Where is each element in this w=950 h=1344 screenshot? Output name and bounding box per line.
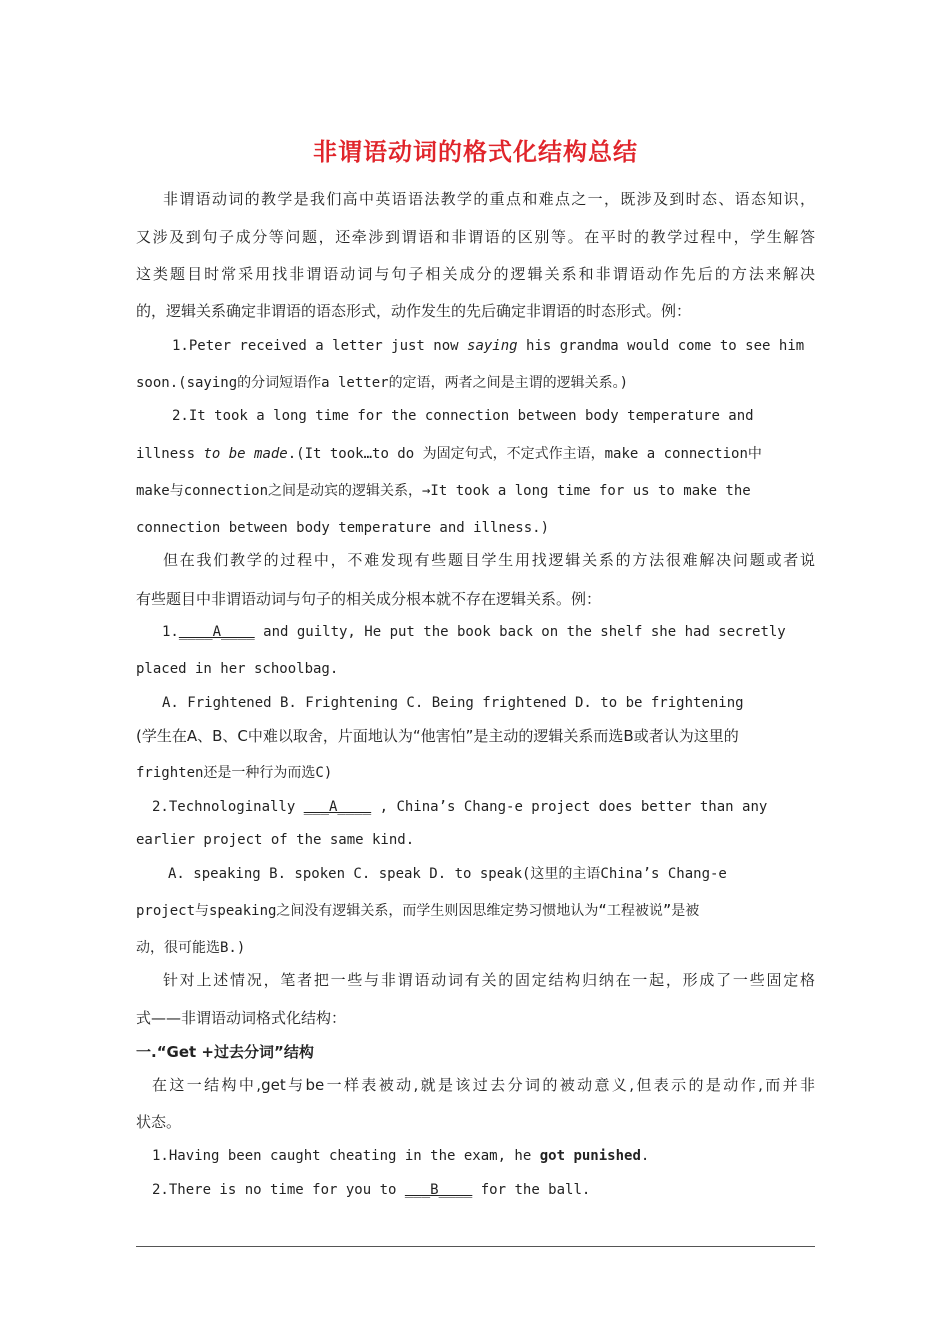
question-1-line-1 bbox=[162, 622, 841, 642]
document-title: 非谓语动词的格式化结构总结 bbox=[313, 138, 638, 166]
question-1-options: A. Frightened B. Frightening C. Being frightened D. to be frightening bbox=[162, 695, 744, 711]
para3-line-2: 式——非谓语动词格式化结构： bbox=[136, 1009, 347, 1027]
example-2-text-c: .(It took…to do 为固定句式，不定式作主语，make a connection中 bbox=[287, 446, 762, 462]
question-2-line-2: earlier project of the same kind. bbox=[136, 832, 415, 848]
intro-line-2: 又涉及到句子成分等问题，还牵涉到谓语和非谓语的区别等。在平时的教学过程中，学生解答 bbox=[136, 228, 815, 246]
section-1-desc-1: 在这一结构中,get与be一样表被动,就是该过去分词的被动意义,但表示的是动作,而并非 bbox=[152, 1076, 815, 1094]
question-1-note-1: (学生在A、B、C中难以取舍，片面地认为“他害怕”是主动的逻辑关系而选B或者认为这里的 bbox=[136, 727, 739, 745]
question-2-text-c: , China’s Chang-e project does better than any bbox=[371, 799, 768, 815]
example-1-line-1 bbox=[172, 336, 851, 356]
question-1-note-2: frighten还是一种行为而选C) bbox=[136, 765, 333, 781]
intro-line-4: 的，逻辑关系确定非谓语的语态形式，动作发生的先后确定非谓语的时态形式。例： bbox=[136, 302, 692, 320]
para2-line-2: 有些题目中非谓语动词与句子的相关成分根本就不存在逻辑关系。例： bbox=[136, 590, 602, 608]
para3-line-1: 针对上述情况，笔者把一些与非谓语动词有关的固定结构归纳在一起，形成了一些固定格 bbox=[163, 971, 815, 989]
example-2-line-4: connection between body temperature and illness.) bbox=[136, 520, 550, 536]
example-2-italic: to be made bbox=[203, 446, 288, 462]
section-1-example-2-text: 2.There is no time for you to bbox=[152, 1182, 405, 1198]
question-1-number: 1. bbox=[162, 624, 179, 640]
section-1-desc-2: 状态。 bbox=[136, 1113, 182, 1131]
example-2-line-2 bbox=[136, 444, 815, 464]
question-2-line-1 bbox=[152, 797, 831, 817]
section-1-example-2-end: for the ball. bbox=[472, 1182, 591, 1198]
section-1-example-2-blank: ___B____ bbox=[404, 1182, 473, 1198]
example-2-line-3: make与connection之间是动宾的逻辑关系，→It took a long time for us to make the bbox=[136, 483, 751, 499]
section-1-example-1-text: 1.Having been caught cheating in the exam, he bbox=[152, 1148, 540, 1164]
example-2-line-1: 2.It took a long time for the connection between body temperature and bbox=[172, 408, 754, 424]
intro-line-1: 非谓语动词的教学是我们高中英语语法教学的重点和难点之一，既涉及到时态、语态知识， bbox=[163, 190, 815, 208]
intro-line-3: 这类题目时常采用找非谓语动词与句子相关成分的逻辑关系和非谓语动作先后的方法来解决 bbox=[136, 265, 815, 283]
section-1-example-2 bbox=[152, 1180, 831, 1200]
question-1-line-2: placed in her schoolbag. bbox=[136, 661, 339, 677]
example-1-italic: saying bbox=[467, 338, 518, 354]
question-2-note-2: 动，很可能选B.) bbox=[136, 940, 246, 956]
example-1-text-a: 1.Peter received a letter just now bbox=[172, 338, 468, 354]
section-1-example-1 bbox=[152, 1146, 831, 1166]
question-2-text-a: 2.Technologinally bbox=[152, 799, 304, 815]
section-1-heading: 一.“Get +过去分词”结构 bbox=[136, 1043, 314, 1061]
example-1-text-c: his grandma would come to see him bbox=[517, 338, 805, 354]
question-1-blank: ____A____ bbox=[178, 624, 255, 640]
question-2-blank: ___A____ bbox=[303, 799, 372, 815]
section-1-example-1-end: . bbox=[640, 1148, 650, 1164]
question-1-text: and guilty, He put the book back on the shelf she had secretly bbox=[254, 624, 786, 640]
question-2-options: A. speaking B. spoken C. speak D. to speak(这里的主语China’s Chang-e bbox=[168, 866, 727, 882]
footer-rule bbox=[136, 1246, 815, 1247]
para2-line-1: 但在我们教学的过程中，不难发现有些题目学生用找逻辑关系的方法很难解决问题或者说 bbox=[163, 551, 815, 569]
section-1-example-1-bold: got punished bbox=[539, 1148, 641, 1164]
example-2-text-a: illness bbox=[136, 446, 204, 462]
example-1-line-2: soon.(saying的分词短语作a letter的定语，两者之间是主谓的逻辑关系。) bbox=[136, 375, 629, 391]
question-2-note-1: project与speaking之间没有逻辑关系，而学生则因思维定势习惯地认为“工程被说”是被 bbox=[136, 903, 700, 919]
